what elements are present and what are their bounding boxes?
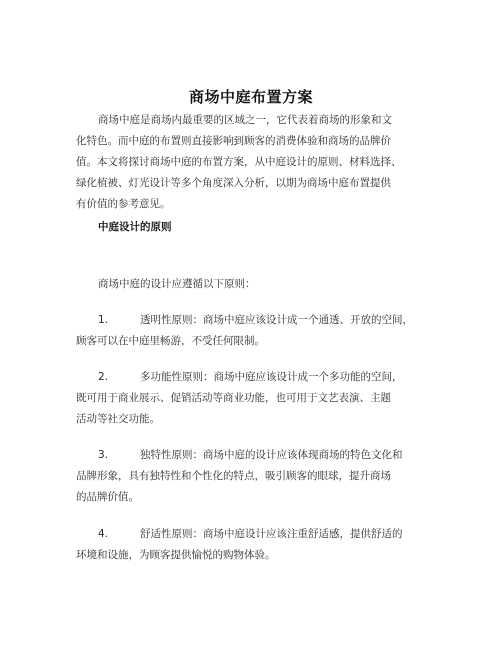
intro-line-5: 有价值的参考意见。 <box>76 198 171 210</box>
intro-line-3: 值。本文将探讨商场中庭的布置方案，从中庭设计的原则、材料选择、 <box>76 156 402 168</box>
principle-3-line-3: 的品牌价值。 <box>76 491 139 503</box>
section-intro: 商场中庭的设计应遵循以下原则： <box>98 278 256 290</box>
principle-4-line-2: 环境和设施，为顾客提供愉悦的购物体验。 <box>76 549 276 561</box>
principle-2-number: 2. <box>98 371 109 383</box>
principle-3-number: 3. <box>98 449 109 461</box>
intro-line-2: 化特色。而中庭的布置则直接影响到顾客的消费体验和商场的品牌价 <box>76 135 391 147</box>
principle-1-line-1: 透明性原则：商场中庭应该设计成一个通透、开放的空间， <box>140 314 413 326</box>
principle-4-number: 4. <box>98 528 109 540</box>
principle-2-line-1: 多功能性原则：商场中庭应该设计成一个多功能的空间， <box>140 371 403 383</box>
principle-2-line-3: 活动等社交功能。 <box>76 413 160 425</box>
principle-3-line-2: 品牌形象，具有独特性和个性化的特点，吸引顾客的眼球，提升商场 <box>76 470 391 482</box>
principle-4-line-1: 舒适性原则：商场中庭设计应该注重舒适感，提供舒适的 <box>140 528 403 540</box>
principle-2-line-2: 既可用于商业展示、促销活动等商业功能，也可用于文艺表演、主题 <box>76 392 391 404</box>
section-heading: 中庭设计的原则 <box>98 221 172 233</box>
intro-line-4: 绿化植被、灯光设计等多个角度深入分析，以期为商场中庭布置提供 <box>76 177 391 189</box>
principle-1-line-2: 顾客可以在中庭里畅游，不受任何限制。 <box>76 335 265 347</box>
intro-line-1: 商场中庭是商场内最重要的区域之一，它代表着商场的形象和文 <box>98 114 392 126</box>
principle-1-number: 1. <box>98 314 109 326</box>
document-title: 商场中庭布置方案 <box>188 88 313 106</box>
principle-3-line-1: 独特性原则：商场中庭的设计应该体现商场的特色文化和 <box>140 449 403 461</box>
